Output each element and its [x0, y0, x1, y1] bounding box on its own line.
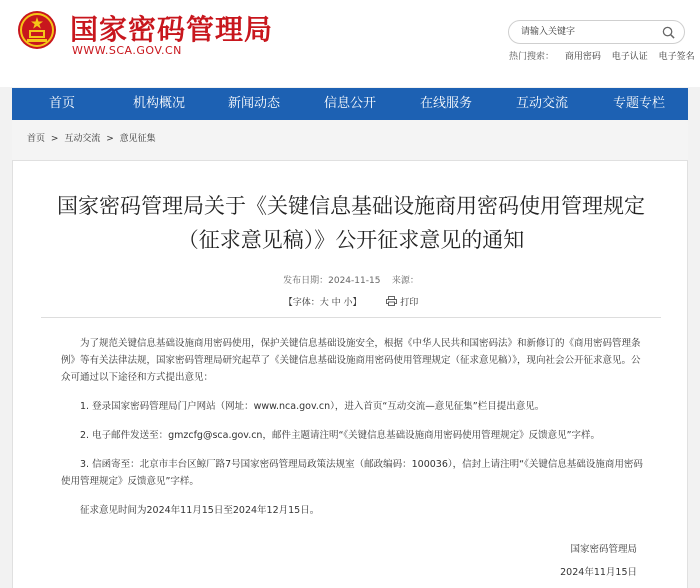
nav-item-news[interactable]: 新闻动态: [227, 96, 280, 111]
main-nav: [12, 88, 688, 120]
national-emblem-icon[interactable]: [17, 10, 57, 50]
article-paragraph-period: 征求意见时间为2024年11月15日至2024年12月15日。: [80, 505, 320, 516]
breadcrumb-separator: >: [50, 134, 59, 144]
breadcrumb-home[interactable]: 首页: [27, 134, 46, 144]
nav-item-about[interactable]: 机构概况: [132, 96, 185, 111]
article-meta: 发布日期：2024-11-15 来源：: [283, 276, 419, 286]
article-paragraph-item-3: 3. 信函寄至：北京市丰台区鲸厂路7号国家密码管理局政策法规室（邮政编码：100036），信封上请注明“《关键信息基础设施商用密码使用管理规定》反馈意见”字样。: [61, 459, 643, 487]
search-icon[interactable]: [662, 26, 675, 39]
article-title: 国家密码管理局关于《关键信息基础设施商用密码使用管理规定（征求意见稿）》公开征求意见的通知: [57, 194, 645, 252]
nav-item-online-service[interactable]: 在线服务: [419, 96, 472, 111]
article-divider: [41, 317, 661, 318]
article-body: [61, 335, 643, 531]
search-box: [508, 20, 685, 44]
nav-item-home[interactable]: 首页: [48, 96, 75, 111]
print-label: 打印: [400, 298, 419, 308]
hot-search-links: [509, 49, 695, 62]
breadcrumb: [12, 120, 688, 160]
article-container: [12, 160, 688, 588]
breadcrumb-separator: >: [106, 134, 114, 144]
nav-item-disclosure[interactable]: 信息公开: [323, 96, 376, 111]
font-size-switch[interactable]: 【字体：大 中 小】: [283, 298, 362, 308]
site-header: [0, 0, 700, 87]
search-input[interactable]: [521, 24, 661, 40]
article-paragraph-intro: 为了规范关键信息基础设施商用密码使用，保护关键信息基础设施安全，根据《中华人民共和国密码法》和新修订的《商用密码管理条例》等有关法律法规，国家密码管理局研究起草了《关键信息基础设施商用密码使用管理规定（征求意见稿）》，现向社会公开征求意见。公众可通过以下途径和方式提出意见：: [61, 338, 641, 383]
printer-icon: [386, 296, 397, 306]
hot-link-e-signature[interactable]: 电子签名: [658, 52, 695, 62]
print-button[interactable]: [386, 298, 418, 308]
article-tools: [13, 295, 689, 308]
article-paragraph-item-2: 2. 电子邮件发送至：gmzcfg@sca.gov.cn，邮件主题请注明“《关键信息基础设施商用密码使用管理规定》反馈意见”字样。: [80, 430, 601, 441]
signature-date: 2024年11月15日: [560, 567, 637, 578]
breadcrumb-interaction[interactable]: 互动交流: [64, 134, 101, 144]
hot-link-e-auth[interactable]: 电子认证: [611, 52, 648, 62]
hot-search-label: 热门搜索：: [509, 52, 555, 62]
article-paragraph-item-1: 1. 登录国家密码管理局门户网站（网址：www.nca.gov.cn），进入首页“互动交流—意见征集”栏目提出意见。: [80, 401, 545, 412]
site-title[interactable]: 国家密码管理局: [70, 13, 274, 46]
nav-item-special[interactable]: 专题专栏: [612, 96, 665, 111]
nav-item-interaction[interactable]: 互动交流: [515, 96, 568, 111]
breadcrumb-opinion[interactable]: 意见征集: [119, 134, 156, 144]
hot-link-commercial-crypto[interactable]: 商用密码: [564, 52, 601, 62]
site-domain: WWW.SCA.GOV.CN: [72, 44, 182, 57]
signature-org: 国家密码管理局: [570, 544, 637, 555]
